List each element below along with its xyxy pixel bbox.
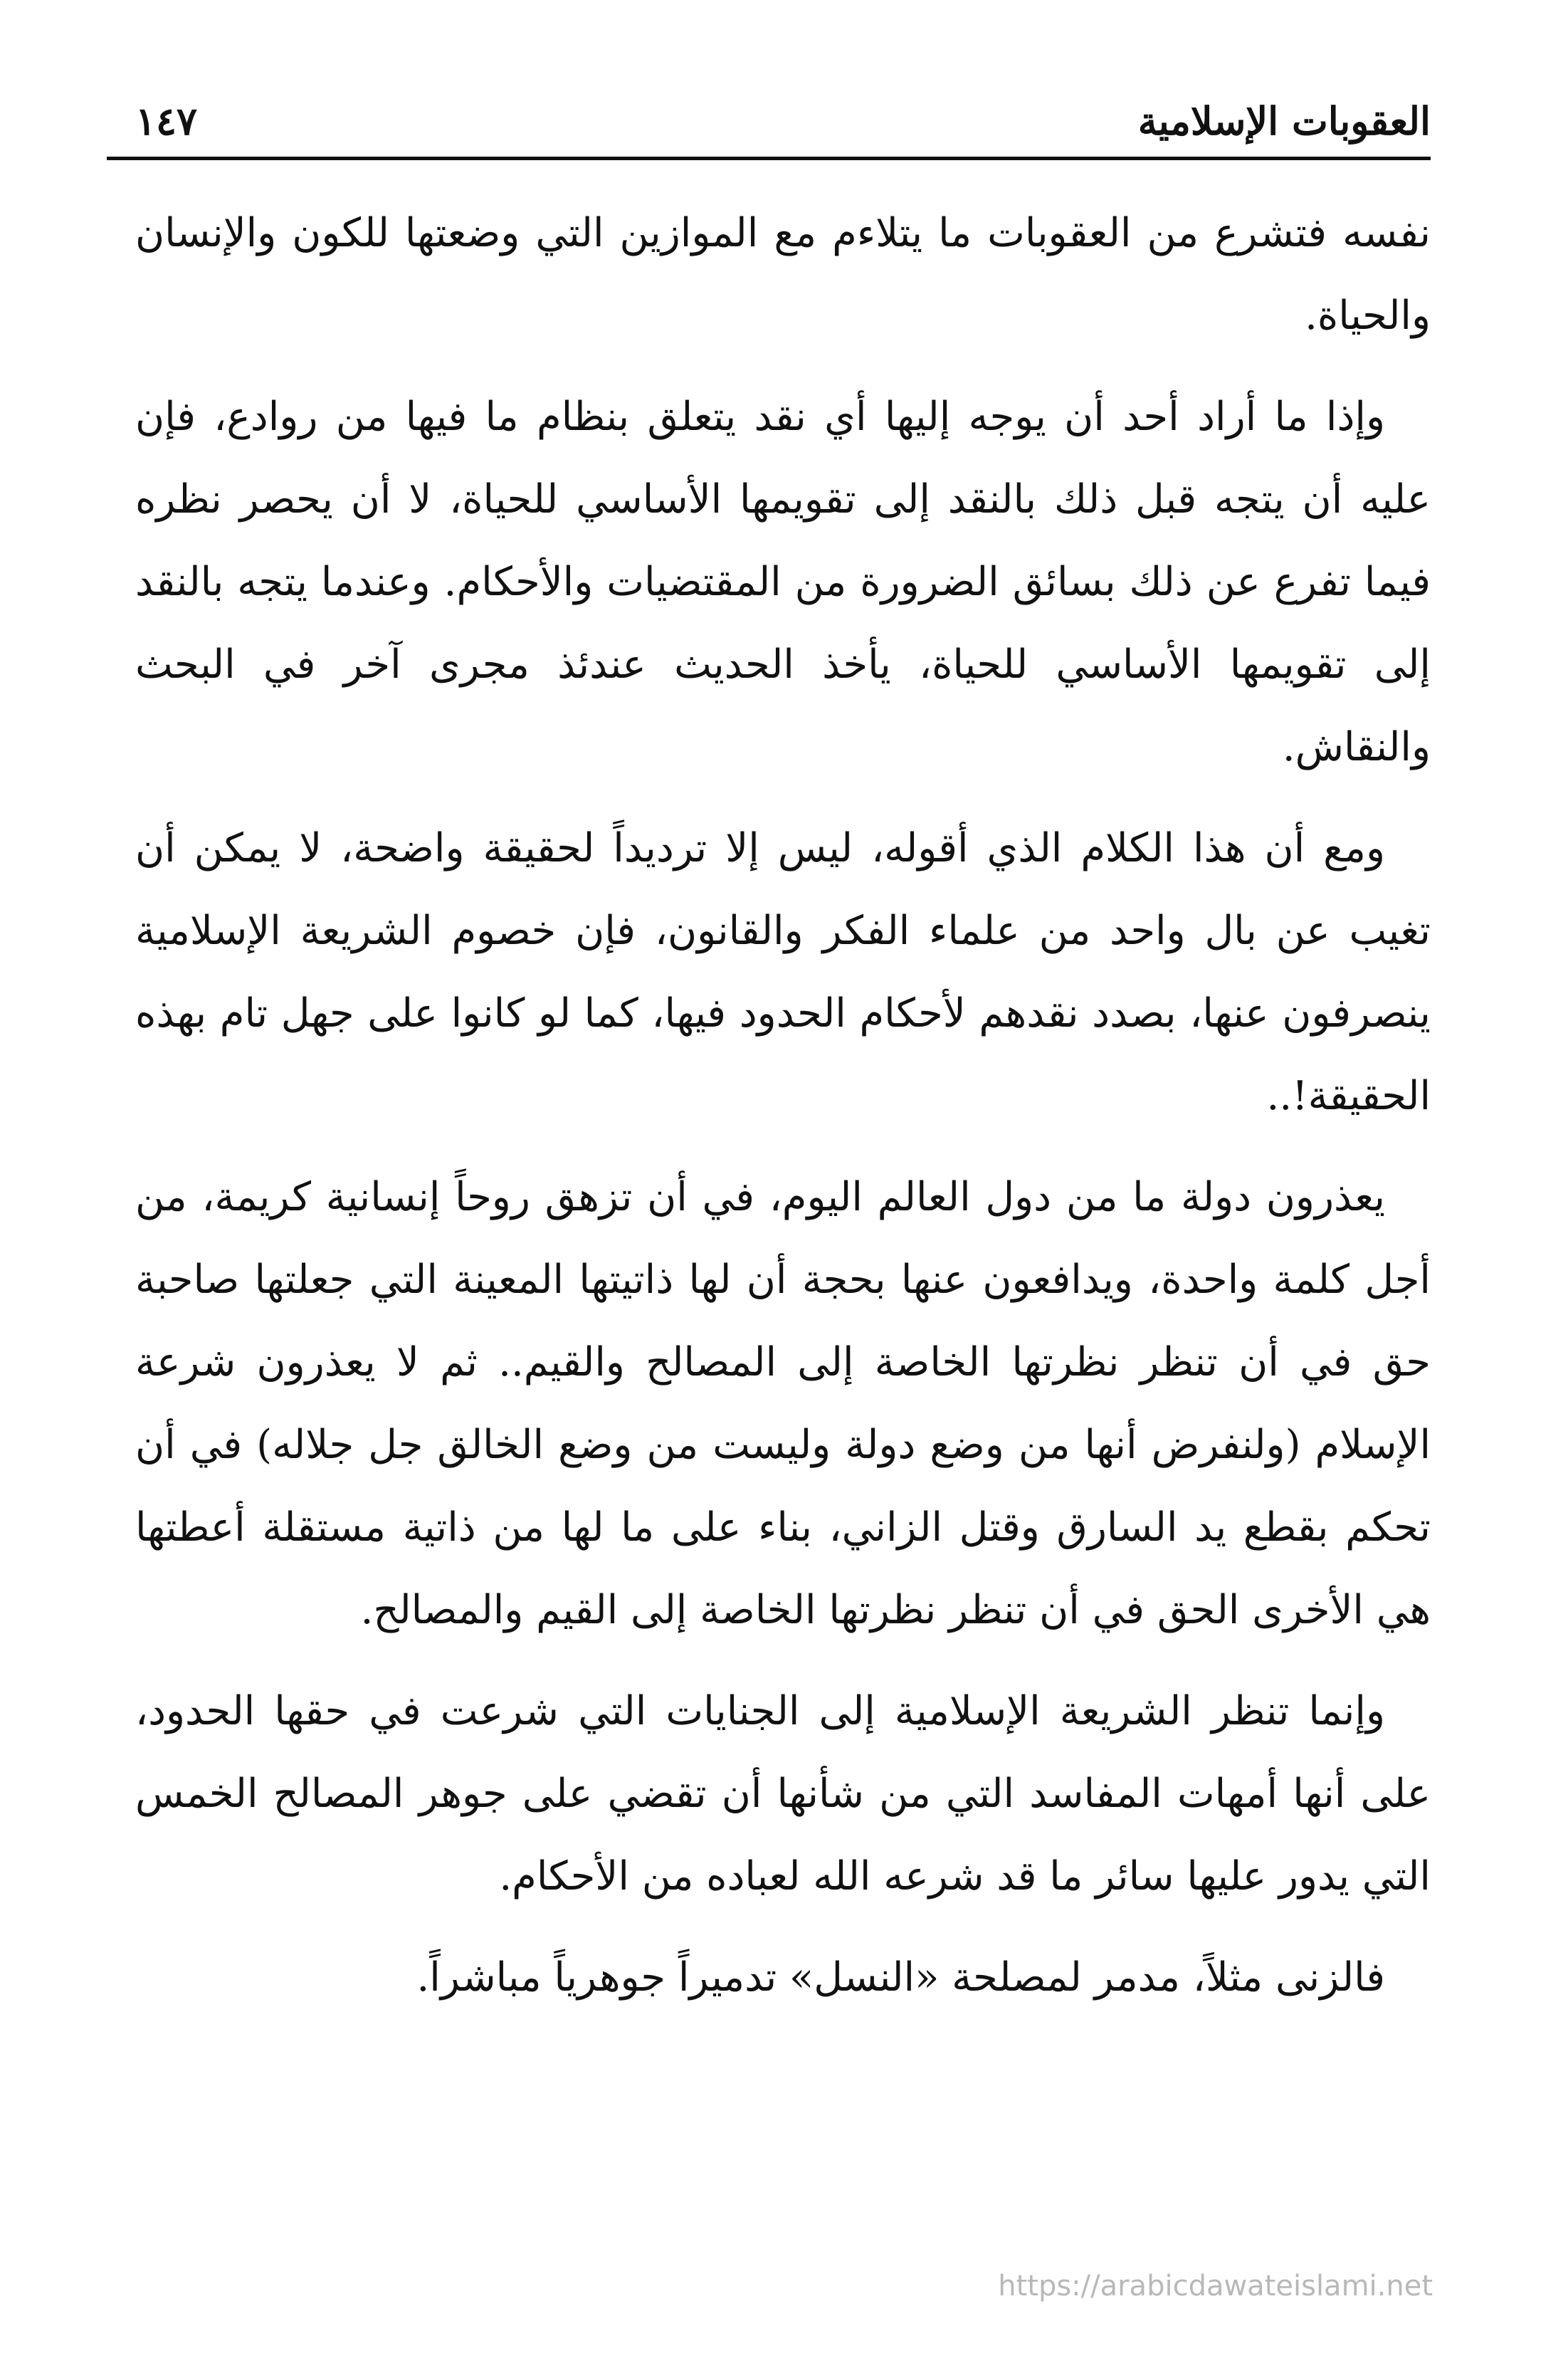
running-title: العقوبات الإسلامية — [1137, 98, 1431, 144]
paragraph: فالزنى مثلاً، مدمر لمصلحة «النسل» تدميراً جوهرياً مباشراً. — [416, 1954, 1385, 2001]
paragraph: يعذرون دولة ما من دول العالم اليوم، في أن تزهق روحاً إنسانية كريمة، من أجل كلمة واحدة، ويدافعون عنها بحجة أن لها ذاتيتها المعينة التي جعلتها صاحبة حق في أن تنظر نظرتها الخاصة إلى المصالح والقيم.. ثم لا يعذرون شرعة الإسلام (ولنفرض أنها من وضع دولة وليست من وضع الخالق جل جلاله) في أن تحكم بقطع يد السارق وقتل الزاني، بناء على ما لها من ذاتية مستقلة أعطتها هي الأخرى الحق في أن تنظر نظرتها الخاصة إلى القيم والمصالح. — [135, 1174, 1431, 1633]
paragraph-continuation: نفسه فتشرع من العقوبات ما يتلاءم مع الموازين التي وضعتها للكون والإنسان والحياة. — [135, 210, 1431, 339]
paragraph: وإنما تنظر الشريعة الإسلامية إلى الجنايات التي شرعت في حقها الحدود، على أنها أمهات المفاسد التي من شأنها أن تقضي على جوهر المصالح الخمس التي يدور عليها سائر ما قد شرعه الله لعباده من الأحكام. — [135, 1688, 1431, 1900]
body-text — [135, 192, 1431, 2038]
watermark-url: https://arabicdawateislami.net — [998, 2270, 1433, 2302]
running-header — [107, 85, 1431, 164]
paragraph: ومع أن هذا الكلام الذي أقوله، ليس إلا ترديداً لحقيقة واضحة، لا يمكن أن تغيب عن بال واحد من علماء الفكر والقانون، فإن خصوم الشريعة الإسلامية ينصرفون عنها، بصدد نقدهم لأحكام الحدود فيها، كما لو كانوا على جهل تام بهذه الحقيقة!.. — [135, 825, 1431, 1119]
header-rule — [107, 157, 1431, 160]
page-number: ١٤٧ — [135, 98, 198, 144]
paragraph: وإذا ما أراد أحد أن يوجه إليها أي نقد يتعلق بنظام ما فيها من روادع، فإن عليه أن يتجه قبل ذلك بالنقد إلى تقويمها الأساسي للحياة، لا أن يحصر نظره فيما تفرع عن ذلك بسائق الضرورة من المقتضيات والأحكام. وعندما يتجه بالنقد إلى تقويمها الأساسي للحياة، يأخذ الحديث عندئذ مجرى آخر في البحث والنقاش. — [135, 394, 1431, 770]
